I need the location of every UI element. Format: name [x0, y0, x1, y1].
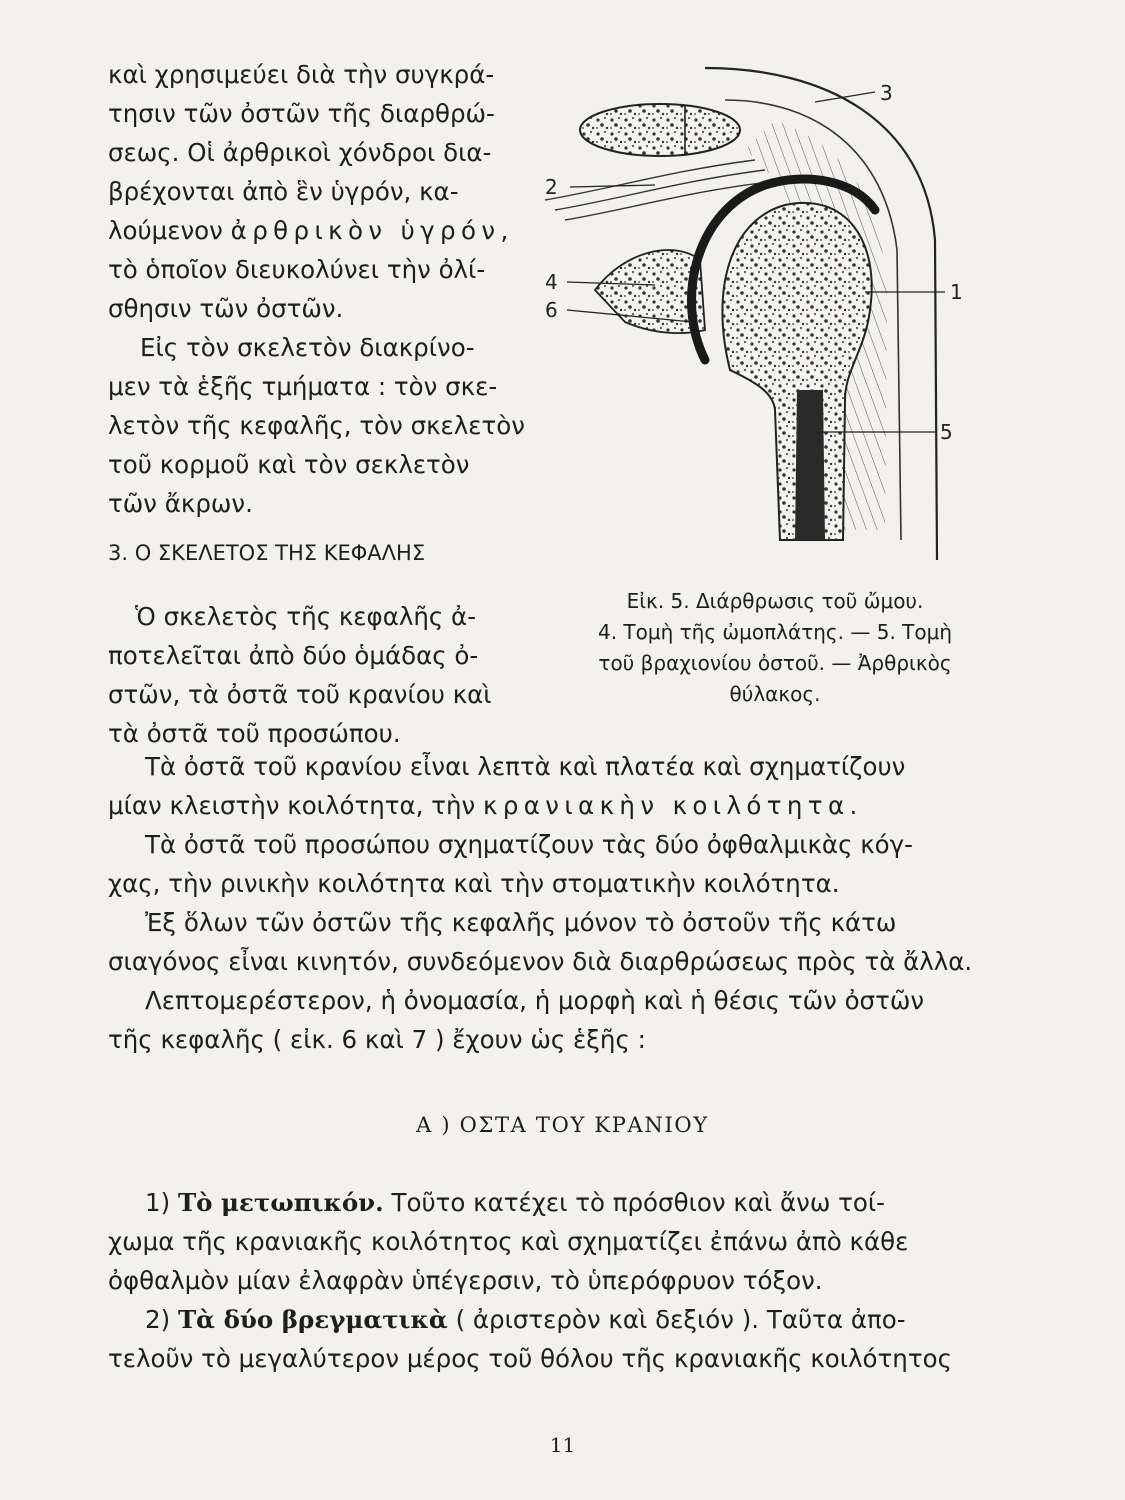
caption-line: θύλακος.	[729, 682, 821, 706]
bold-term: Τὰ δύο βρεγματικὰ	[177, 1305, 448, 1334]
text-line: σθησιν τῶν ὀστῶν.	[108, 294, 344, 323]
caption-line: 4. Τομὴ τῆς ὠμοπλάτης. — 5. Τομὴ	[597, 620, 953, 644]
figure-label-2: 2	[545, 175, 558, 199]
page-number: 11	[549, 1433, 576, 1457]
text-line: λετὸν τῆς κεφαλῆς, τὸν σκελετὸν	[108, 411, 525, 440]
figure-label-3: 3	[880, 81, 893, 105]
text-line: σεως. Οἱ ἀρθρικοὶ χόνδροι δια-	[108, 138, 492, 167]
acromion-bone	[580, 104, 740, 156]
figure-label-5: 5	[940, 420, 953, 444]
emphasized-term: ἀρθρικὸν ὑγρόν,	[230, 216, 514, 245]
text-line: σιαγόνος εἶναι κινητόν, συνδεόμενον διὰ διαρθρώσεως πρὸς τὰ ἄλλα.	[108, 947, 973, 976]
text-line: χας, τὴν ρινικὴν κοιλότητα καὶ τὴν στοματικὴν κοιλότητα.	[108, 869, 840, 898]
subheading: Α ) ΟΣΤΑ ΤΟΥ ΚΡΑΝΙΟΥ	[416, 1113, 709, 1137]
text-line	[145, 1186, 885, 1220]
emphasized-term: κρανιακὴν κοιλότητα.	[482, 791, 863, 820]
text-line: χωμα τῆς κρανιακῆς κοιλότητος καὶ σχηματίζει ἐπάνω ἀπὸ κάθε	[108, 1227, 909, 1256]
text-line: Λεπτομερέστερον, ἡ ὀνομασία, ἡ μορφὴ καὶ ἡ θέσις τῶν ὀστῶν	[145, 986, 925, 1015]
medullary-canal	[795, 390, 825, 540]
text-line: τησιν τῶν ὀστῶν τῆς διαρθρώ-	[108, 99, 495, 128]
text-segment: Τοῦτο κατέχει τὸ πρόσθιον καὶ ἄνω τοί-	[391, 1188, 885, 1217]
text-line: τὸ ὁποῖον διευκολύνει τὴν ὀλί-	[108, 255, 486, 284]
figure-label-1: 1	[950, 280, 963, 304]
bold-term: Τὸ μετωπικόν.	[177, 1188, 384, 1217]
text-line: ποτελεῖται ἀπὸ δύο ὁμάδας ὀ-	[108, 641, 479, 670]
text-line: τῆς κεφαλῆς ( εἰκ. 6 καὶ 7 ) ἔχουν ὡς ἑξῆς :	[108, 1025, 646, 1054]
text-line: τῶν ἄκρων.	[108, 489, 253, 518]
text-segment: λούμενον	[108, 216, 223, 245]
text-line	[145, 1303, 906, 1337]
text-line: Ἐξ ὅλων τῶν ὀστῶν τῆς κεφαλῆς μόνον τὸ ὀστοῦν τῆς κάτω	[145, 908, 897, 937]
text-line	[108, 789, 863, 823]
text-line: Τὰ ὀστᾶ τοῦ προσώπου σχηματίζουν τὰς δύο ὀφθαλμικὰς κόγ-	[145, 830, 914, 859]
caption-line: τοῦ βραχιονίου ὀστοῦ. — Ἀρθρικὸς	[598, 651, 952, 675]
text-line: καὶ χρησιμεύει διὰ τὴν συγκρά-	[108, 60, 495, 89]
text-line: μεν τὰ ἑξῆς τμήματα : τὸν σκε-	[108, 372, 498, 401]
figure-label-6: 6	[545, 298, 558, 322]
shoulder-joint-figure	[525, 60, 995, 580]
text-line: τοῦ κορμοῦ καὶ τὸν σεκλετὸν	[108, 450, 470, 479]
item-number: 1)	[145, 1188, 171, 1217]
text-line: Τὰ ὀστᾶ τοῦ κρανίου εἶναι λεπτὰ καὶ πλατέα καὶ σχηματίζουν	[145, 752, 906, 781]
section-heading: 3. Ο ΣΚΕΛΕΤΟΣ ΤΗΣ ΚΕΦΑΛΗΣ	[108, 541, 426, 565]
caption-line: Εἰκ. 5. Διάρθρωσις τοῦ ὤμου.	[626, 589, 924, 613]
text-line	[108, 214, 514, 248]
text-line: στῶν, τὰ ὀστᾶ τοῦ κρανίου καὶ	[108, 680, 492, 709]
text-line: ὀφθαλμὸν μίαν ἐλαφρὰν ὑπέγερσιν, τὸ ὑπερόφρυον τόξον.	[108, 1266, 823, 1295]
text-line: τὰ ὀστᾶ τοῦ προσώπου.	[108, 719, 401, 748]
text-line: τελοῦν τὸ μεγαλύτερον μέρος τοῦ θόλου τῆς κρανιακῆς κοιλότητος	[108, 1344, 952, 1373]
text-segment: ( ἀριστερὸν καὶ δεξιόν ). Ταῦτα ἀπο-	[455, 1305, 906, 1334]
item-number: 2)	[145, 1305, 171, 1334]
leader-line	[815, 92, 875, 102]
tendon-line	[545, 160, 755, 200]
figure-label-4: 4	[545, 270, 558, 294]
text-line: Ὁ σκελετὸς τῆς κεφαλῆς ἀ-	[135, 602, 477, 631]
text-line: Εἰς τὸν σκελετὸν διακρίνο-	[140, 333, 475, 362]
text-segment: μίαν κλειστὴν κοιλότητα, τὴν	[108, 791, 476, 820]
text-line: βρέχονται ἀπὸ ἓν ὑγρόν, κα-	[108, 177, 459, 206]
